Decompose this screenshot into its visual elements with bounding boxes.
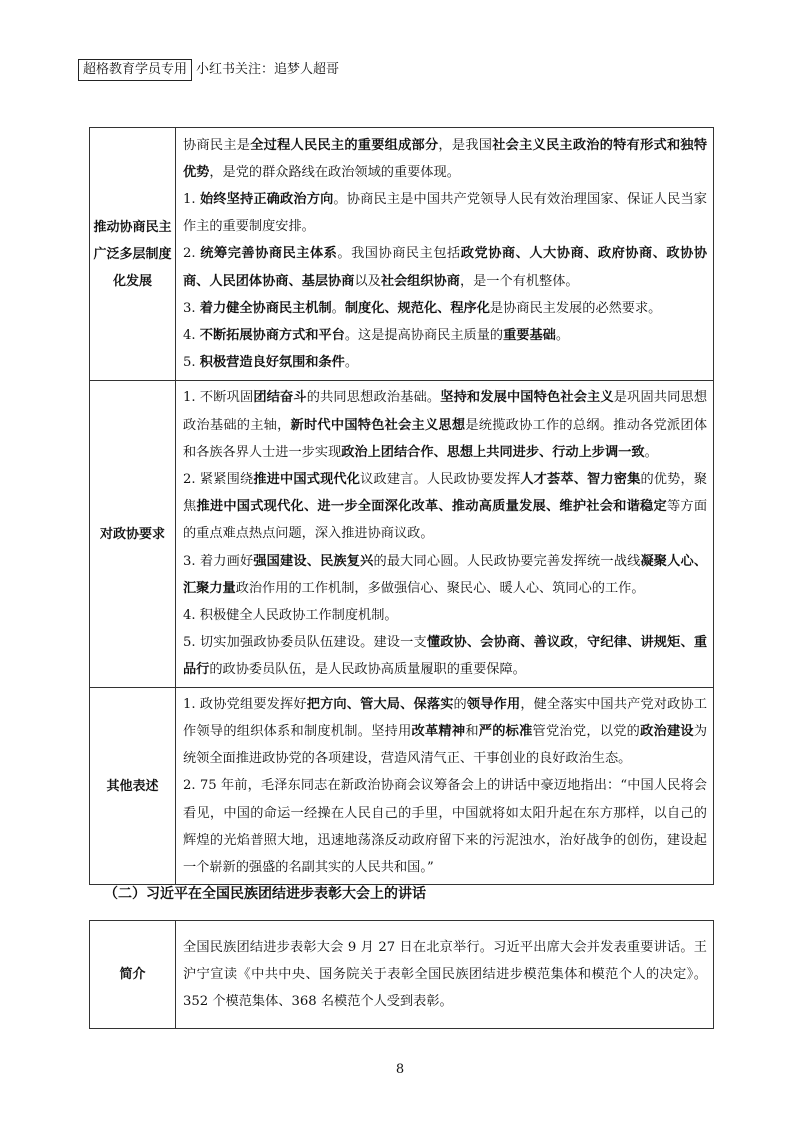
summary-table-2 [89,920,714,1029]
section-heading: （二）习近平在全国民族团结进步表彰大会上的讲话 [104,886,426,902]
paragraph: 5. 切实加强政协委员队伍建设。建设一支懂政协、会协商、善议政，守纪律、讲规矩、重品行的政协委员队伍，是人民政协高质量履职的重要保障。 [183,635,708,678]
paragraph: 全国民族团结进步表彰大会 9 月 27 日在北京举行。习近平出席大会并发表重要讲话。王沪宁宣读《中共中央、国务院关于表彰全国民族团结进步模范集体和模范个人的决定》。352 个模范集体、368 名模范个人受到表彰。 [183,939,707,1010]
table-row [90,921,714,1029]
paragraph: 2. 统筹完善协商民主体系。我国协商民主包括政党协商、人大协商、政府协商、政协协商、人民团体协商、基层协商以及社会组织协商，是一个有机整体。 [183,246,708,289]
table-row [90,128,714,381]
paragraph: 1. 始终坚持正确政治方向。协商民主是中国共产党领导人民有效治理国家、保证人民当家作主的重要制度安排。 [183,191,707,235]
row-label: 推动协商民主广泛多层制度化发展 [90,128,176,381]
row-content [176,381,714,688]
row-label: 简介 [90,921,176,1029]
row-label: 对政协要求 [90,381,176,688]
row-content [176,921,714,1029]
paragraph: 1. 政协党组要发挥好把方向、管大局、保落实的领导作用，健全落实中国共产党对政协工作领导的组织体系和制度机制。坚持用改革精神和严的标准管党治党，以党的政治建设为统领全面推进政协党的各项建设，营造风清气正、干事创业的良好政治生态。 [183,696,708,767]
paragraph: 协商民主是全过程人民民主的重要组成部分，是我国社会主义民主政治的特有形式和独特优势，是党的群众路线在政治领域的重要体现。 [183,137,708,180]
row-content [176,688,714,885]
paragraph: 2. 紧紧围绕推进中国式现代化议政建言。人民政协要发挥人才荟萃、智力密集的优势，聚焦推进中国式现代化、进一步全面深化改革、推动高质量发展、维护社会和谐稳定等方面的重点难点热点问题，深入推进协商议政。 [183,471,708,542]
page-number: 8 [395,1062,405,1077]
header-note: 小红书关注：追梦人超哥 [196,62,340,77]
paragraph: 4. 积极健全人民政协工作制度机制。 [183,608,398,623]
header-box-label: 超格教育学员专用 [78,59,192,81]
paragraph: 1. 不断巩固团结奋斗的共同思想政治基础。坚持和发展中国特色社会主义是巩固共同思想政治基础的主轴，新时代中国特色社会主义思想是统揽政协工作的总纲。推动各党派团体和各族各界人士进一步实现政治上团结合作、思想上共同进步、行动上步调一致。 [183,390,708,460]
row-content [176,128,714,381]
paragraph: 5. 积极营造良好氛围和条件。 [183,355,359,371]
page-header [78,58,339,82]
paragraph: 4. 不断拓展协商方式和平台。这是提高协商民主质量的重要基础。 [183,328,570,343]
summary-table-1 [89,127,714,885]
paragraph: 3. 着力画好强国建设、民族复兴的最大同心圆。人民政协要完善发挥统一战线凝聚人心、汇聚力量政治作用的工作机制，多做强信心、聚民心、暖人心、筑同心的工作。 [183,553,708,596]
paragraph: 2. 75 年前，毛泽东同志在新政治协商会议筹备会上的讲话中豪迈地指出：“中国人民将会看见，中国的命运一经操在人民自己的手里，中国就将如太阳升起在东方那样，以自己的辉煌的光焰普照大地，迅速地荡涤反动政府留下来的污泥浊水，治好战争的创伤，建设起一个崭新的强盛的名副其实的人民共和国。” [183,778,707,875]
table-row [90,381,714,688]
table-row [90,688,714,885]
row-label: 其他表述 [90,688,176,885]
paragraph: 3. 着力健全协商民主机制。制度化、规范化、程序化是协商民主发展的必然要求。 [183,300,662,316]
